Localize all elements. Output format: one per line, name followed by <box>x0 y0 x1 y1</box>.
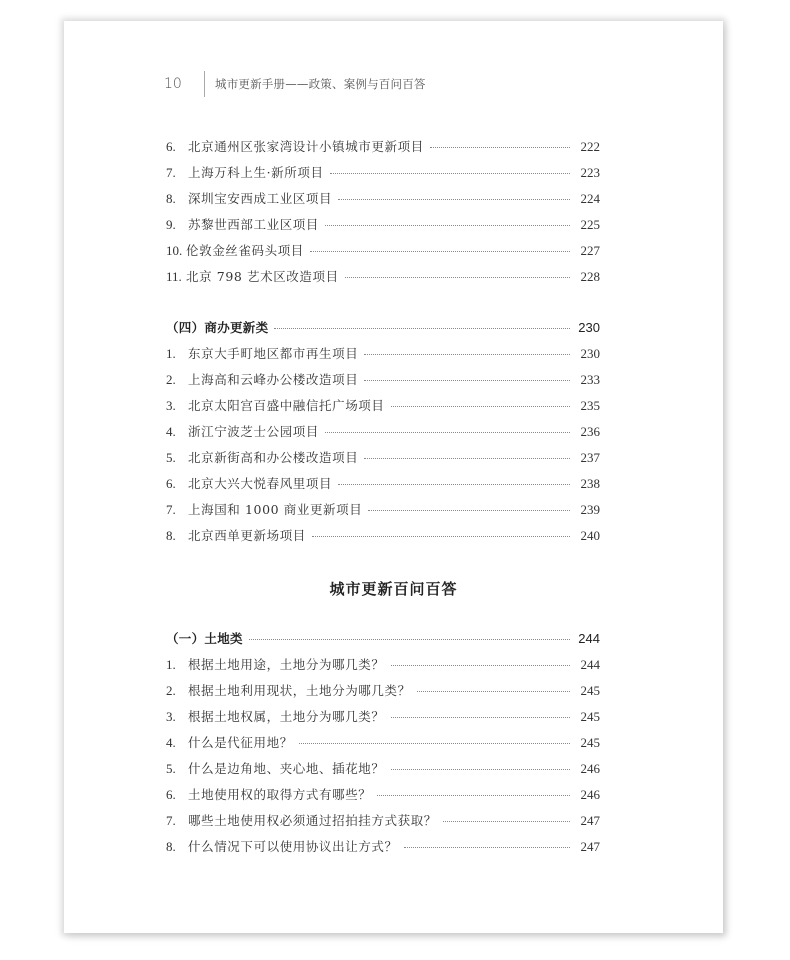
section-page: 230 <box>578 320 600 335</box>
entry-number: 5. <box>166 761 176 776</box>
entry-title: 根据土地用途，土地分为哪几类？ <box>188 657 385 672</box>
entry-page: 246 <box>580 787 600 802</box>
toc-entry[interactable] <box>166 681 600 701</box>
dot-leader <box>330 173 570 174</box>
entry-title: 土地使用权的取得方式有哪些？ <box>188 787 372 802</box>
dot-leader <box>249 639 570 640</box>
entry-number: 9. <box>166 217 176 232</box>
part-title: 城市更新百问百答 <box>329 580 458 598</box>
toc-section-heading[interactable] <box>166 629 600 649</box>
entry-number: 4. <box>166 735 176 750</box>
toc-entry[interactable] <box>166 811 600 831</box>
dot-leader <box>364 458 570 459</box>
entry-title: 北京新街高和办公楼改造项目 <box>188 450 359 465</box>
entry-number: 8. <box>166 528 176 543</box>
dot-leader <box>364 354 570 355</box>
entry-page: 245 <box>580 709 600 724</box>
toc-entry[interactable] <box>166 396 600 416</box>
dot-leader <box>312 536 570 537</box>
entry-number: 8. <box>166 839 176 854</box>
entry-number: 1. <box>166 346 176 361</box>
toc-entry[interactable] <box>166 733 600 753</box>
entry-title: 伦敦金丝雀码头项目 <box>186 243 304 258</box>
entry-title: 根据土地权属，土地分为哪几类？ <box>188 709 385 724</box>
dot-leader <box>338 199 570 200</box>
entry-title: 上海国和 1000 商业更新项目 <box>188 502 363 517</box>
dot-leader <box>391 406 570 407</box>
toc-entry[interactable] <box>166 422 600 442</box>
entry-number: 2. <box>166 372 176 387</box>
entry-number: 7. <box>166 165 176 180</box>
dot-leader <box>391 769 570 770</box>
toc-entry[interactable] <box>166 137 600 157</box>
dot-leader <box>338 484 570 485</box>
entry-number: 1. <box>166 657 176 672</box>
dot-leader <box>325 432 570 433</box>
entry-page: 228 <box>580 269 600 284</box>
entry-title: 苏黎世西部工业区项目 <box>188 217 320 232</box>
toc-entry[interactable] <box>166 267 600 287</box>
entry-number: 7. <box>166 813 176 828</box>
entry-number: 4. <box>166 424 176 439</box>
toc-entry[interactable] <box>166 837 600 857</box>
entry-title: 北京通州区张家湾设计小镇城市更新项目 <box>188 139 424 154</box>
dot-leader <box>391 665 570 666</box>
entry-title: 北京大兴大悦春风里项目 <box>188 476 333 491</box>
section-title: （一）土地类 <box>166 631 243 646</box>
toc-entry[interactable] <box>166 474 600 494</box>
toc-entry[interactable] <box>166 785 600 805</box>
entry-title: 北京 798 艺术区改造项目 <box>186 269 339 284</box>
entry-page: 235 <box>580 398 600 413</box>
toc-entry[interactable] <box>166 344 600 364</box>
dot-leader <box>404 847 570 848</box>
entry-title: 根据土地利用现状，土地分为哪几类？ <box>188 683 411 698</box>
entry-number: 8. <box>166 191 176 206</box>
book-page <box>64 21 723 933</box>
entry-page: 230 <box>580 346 600 361</box>
entry-title: 北京太阳宫百盛中融信托广场项目 <box>188 398 385 413</box>
entry-title: 深圳宝安西成工业区项目 <box>188 191 333 206</box>
entry-number: 6. <box>166 787 176 802</box>
entry-number: 11. <box>166 269 182 284</box>
entry-page: 224 <box>580 191 600 206</box>
entry-page: 247 <box>580 813 600 828</box>
entry-title: 上海高和云峰办公楼改造项目 <box>188 372 359 387</box>
dot-leader <box>377 795 570 796</box>
entry-number: 5. <box>166 450 176 465</box>
toc-entry[interactable] <box>166 526 600 546</box>
entry-page: 247 <box>580 839 600 854</box>
entry-page: 233 <box>580 372 600 387</box>
entry-number: 2. <box>166 683 176 698</box>
entry-title: 什么情况下可以使用协议出让方式？ <box>188 839 398 854</box>
dot-leader <box>299 743 570 744</box>
toc-entry[interactable] <box>166 189 600 209</box>
entry-page: 239 <box>580 502 600 517</box>
entry-title: 什么是代征用地？ <box>188 735 293 750</box>
dot-leader <box>417 691 570 692</box>
entry-number: 3. <box>166 398 176 413</box>
dot-leader <box>325 225 570 226</box>
toc-section-heading[interactable] <box>166 318 600 338</box>
entry-number: 6. <box>166 476 176 491</box>
dot-leader <box>430 147 570 148</box>
entry-page: 236 <box>580 424 600 439</box>
entry-title: 上海万科上生·新所项目 <box>188 165 324 180</box>
entry-page: 237 <box>580 450 600 465</box>
toc-entry[interactable] <box>166 500 600 520</box>
dot-leader <box>274 328 570 329</box>
dot-leader <box>391 717 570 718</box>
running-head <box>164 71 426 97</box>
header-divider <box>204 71 205 97</box>
entry-number: 6. <box>166 139 176 154</box>
book-title: 城市更新手册——政策、案例与百问百答 <box>215 77 426 91</box>
toc-entry[interactable] <box>166 215 600 235</box>
dot-leader <box>310 251 570 252</box>
entry-title: 东京大手町地区都市再生项目 <box>188 346 359 361</box>
entry-page: 244 <box>580 657 600 672</box>
toc-entry[interactable] <box>166 241 600 261</box>
entry-title: 浙江宁波芝士公园项目 <box>188 424 320 439</box>
entry-title: 北京西单更新场项目 <box>188 528 306 543</box>
toc-entry[interactable] <box>166 707 600 727</box>
entry-title: 哪些土地使用权必须通过招拍挂方式获取？ <box>188 813 437 828</box>
section-page: 244 <box>578 631 600 646</box>
entry-page: 245 <box>580 735 600 750</box>
entry-page: 246 <box>580 761 600 776</box>
toc-entry[interactable] <box>166 448 600 468</box>
entry-page: 223 <box>580 165 600 180</box>
dot-leader <box>345 277 570 278</box>
entry-number: 7. <box>166 502 176 517</box>
entry-number: 10. <box>166 243 183 258</box>
entry-page: 222 <box>580 139 600 154</box>
toc-entry[interactable] <box>166 655 600 675</box>
entry-number: 3. <box>166 709 176 724</box>
toc-entry[interactable] <box>166 370 600 390</box>
dot-leader <box>368 510 570 511</box>
entry-page: 240 <box>580 528 600 543</box>
toc-entry[interactable] <box>166 163 600 183</box>
entry-page: 227 <box>580 243 600 258</box>
dot-leader <box>364 380 570 381</box>
entry-title: 什么是边角地、夹心地、插花地？ <box>188 761 385 776</box>
toc-entry[interactable] <box>166 759 600 779</box>
dot-leader <box>443 821 570 822</box>
entry-page: 245 <box>580 683 600 698</box>
page-number: 10 <box>164 76 182 92</box>
entry-page: 238 <box>580 476 600 491</box>
entry-page: 225 <box>580 217 600 232</box>
section-title: （四）商办更新类 <box>166 320 269 335</box>
